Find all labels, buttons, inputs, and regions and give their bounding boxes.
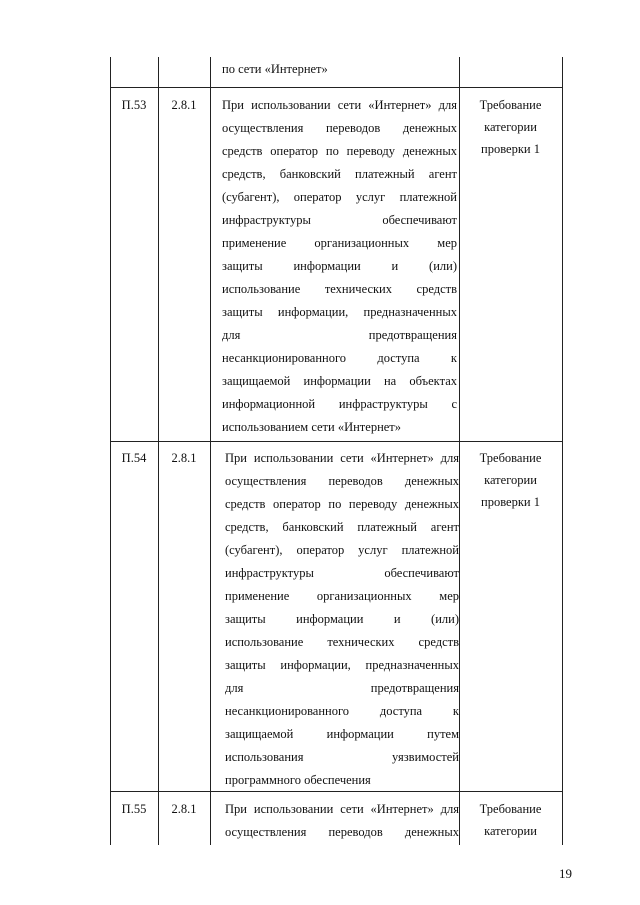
description-line: программного обеспечения [225, 773, 371, 787]
page-number: 19 [559, 866, 572, 881]
description-line: использования уязвимостей [225, 750, 459, 764]
table-border-right [562, 57, 563, 845]
row-id: П.54 [121, 451, 147, 465]
description-line: средств, банковский платежный агент [225, 520, 459, 534]
description-line: (субагент), оператор услуг платежной [222, 190, 457, 204]
row-description [225, 447, 459, 792]
description-line: применение организационных мер [225, 589, 459, 603]
description-line: инфраструктуры обеспечивают [225, 566, 459, 580]
description-line: осуществления переводов денежных [225, 825, 459, 839]
table-divider-2 [210, 57, 211, 845]
row-ref: 2.8.1 [171, 98, 197, 112]
requirement-line: категории [484, 824, 537, 838]
description-line: защищаемой информации путем [225, 727, 459, 741]
row-ref: 2.8.1 [171, 451, 197, 465]
row-requirement [459, 94, 562, 160]
row-description [222, 94, 457, 439]
description-line: использование технических средств [222, 282, 457, 296]
requirement-line: Требование [479, 451, 542, 465]
description-line: несанкционированного доступа к [222, 351, 457, 365]
row-description [225, 798, 459, 844]
description-line: осуществления переводов денежных [222, 121, 457, 135]
requirement-line: проверки 1 [481, 142, 540, 156]
continued-text: по сети «Интернет» [222, 62, 328, 76]
description-line: инфраструктуры обеспечивают [222, 213, 457, 227]
row-id: П.53 [121, 98, 147, 112]
row-id: П.55 [121, 802, 147, 816]
description-line: (субагент), оператор услуг платежной [225, 543, 459, 557]
description-line: средств оператор по переводу денежных [225, 497, 459, 511]
row-requirement [459, 798, 562, 842]
description-line: защищаемой информации на объектах [222, 374, 457, 388]
description-line: При использовании сети «Интернет» для [225, 802, 459, 816]
description-line: защиты информации, предназначенных [225, 658, 459, 672]
description-line: защиты информации, предназначенных [222, 305, 457, 319]
description-line: использование технических средств [225, 635, 459, 649]
description-line: При использовании сети «Интернет» для [225, 451, 459, 465]
description-line: защиты информации и (или) [225, 612, 459, 626]
description-line: для предотвращения [222, 328, 457, 342]
requirement-line: категории [484, 473, 537, 487]
description-line: использованием сети «Интернет» [222, 420, 402, 434]
row-requirement [459, 447, 562, 513]
requirement-line: Требование [479, 802, 542, 816]
requirement-line: проверки 1 [481, 495, 540, 509]
requirement-line: Требование [479, 98, 542, 112]
description-line: для предотвращения [225, 681, 459, 695]
description-line: средств оператор по переводу денежных [222, 144, 457, 158]
requirement-line: категории [484, 120, 537, 134]
row-separator-2 [110, 441, 563, 442]
description-line: осуществления переводов денежных [225, 474, 459, 488]
row-separator-1 [110, 87, 563, 88]
description-line: средств, банковский платежный агент [222, 167, 457, 181]
description-line: информационной инфраструктуры с [222, 397, 457, 411]
description-line: применение организационных мер [222, 236, 457, 250]
description-line: При использовании сети «Интернет» для [222, 98, 457, 112]
description-line: защиты информации и (или) [222, 259, 457, 273]
row-ref: 2.8.1 [171, 802, 197, 816]
description-line: несанкционированного доступа к [225, 704, 459, 718]
